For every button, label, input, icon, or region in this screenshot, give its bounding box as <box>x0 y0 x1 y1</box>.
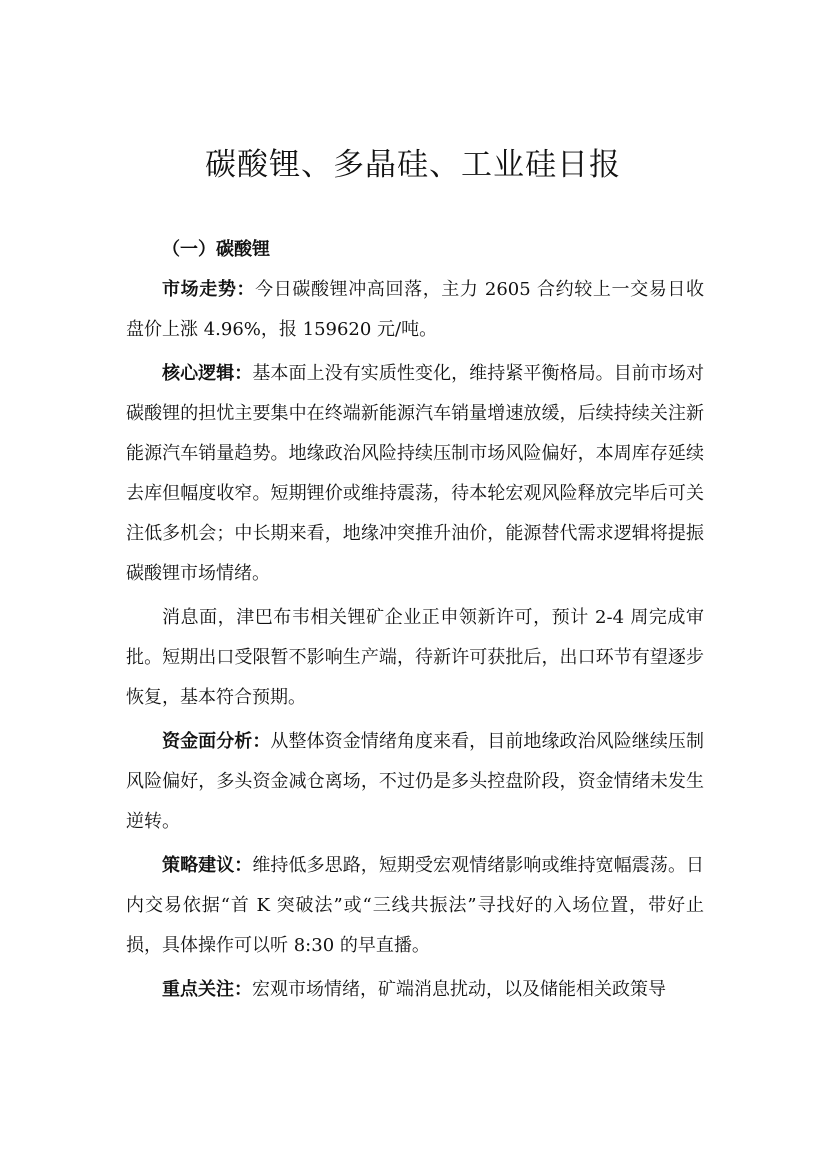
paragraph-strategy <box>126 846 704 966</box>
paragraph-core-logic <box>126 354 704 594</box>
paragraph-market-trend <box>126 270 704 350</box>
label-capital-analysis: 资金面分析： <box>162 731 271 752</box>
paragraph-news <box>126 598 704 718</box>
document-body <box>126 230 704 1014</box>
text-focus: 宏观市场情绪，矿端消息扰动，以及储能相关政策导 <box>252 979 666 1000</box>
paragraph-focus <box>126 970 704 1010</box>
text-market-trend: 今日碳酸锂冲高回落，主力 2605 合约较上一交易日收盘价上涨 4.96%，报 159620 元/吨。 <box>126 279 705 340</box>
document-title: 碳酸锂、多晶硅、工业硅日报 <box>205 147 621 183</box>
text-capital-analysis: 从整体资金情绪角度来看，目前地缘政治风险继续压制风险偏好，多头资金减仓离场，不过仍是多头控盘阶段，资金情绪未发生逆转。 <box>126 731 705 832</box>
text-strategy: 维持低多思路，短期受宏观情绪影响或维持宽幅震荡。日内交易依据“首 K 突破法”或“三线共振法”寻找好的入场位置，带好止损，具体操作可以听 8:30 的早直播。 <box>126 855 705 956</box>
section-heading-lithium-carbonate: （一）碳酸锂 <box>162 239 270 260</box>
label-market-trend: 市场走势： <box>162 279 256 300</box>
label-core-logic: 核心逻辑： <box>162 363 253 384</box>
paragraph-capital-analysis <box>126 722 704 842</box>
text-core-logic: 基本面上没有实质性变化，维持紧平衡格局。目前市场对碳酸锂的担忧主要集中在终端新能源汽车销量增速放缓，后续持续关注新能源汽车销量趋势。地缘政治风险持续压制市场风险偏好，本周库存延续去库但幅度收窄。短期锂价或维持震荡，待本轮宏观风险释放完毕后可关注低多机会；中长期来看，地缘冲突推升油价，能源替代需求逻辑将提振碳酸锂市场情绪。 <box>126 363 705 584</box>
label-strategy: 策略建议： <box>162 855 253 876</box>
text-news: 消息面，津巴布韦相关锂矿企业正申领新许可，预计 2-4 周完成审批。短期出口受限暂不影响生产端，待新许可获批后，出口环节有望逐步恢复，基本符合预期。 <box>126 607 704 708</box>
label-focus: 重点关注： <box>162 979 252 1000</box>
